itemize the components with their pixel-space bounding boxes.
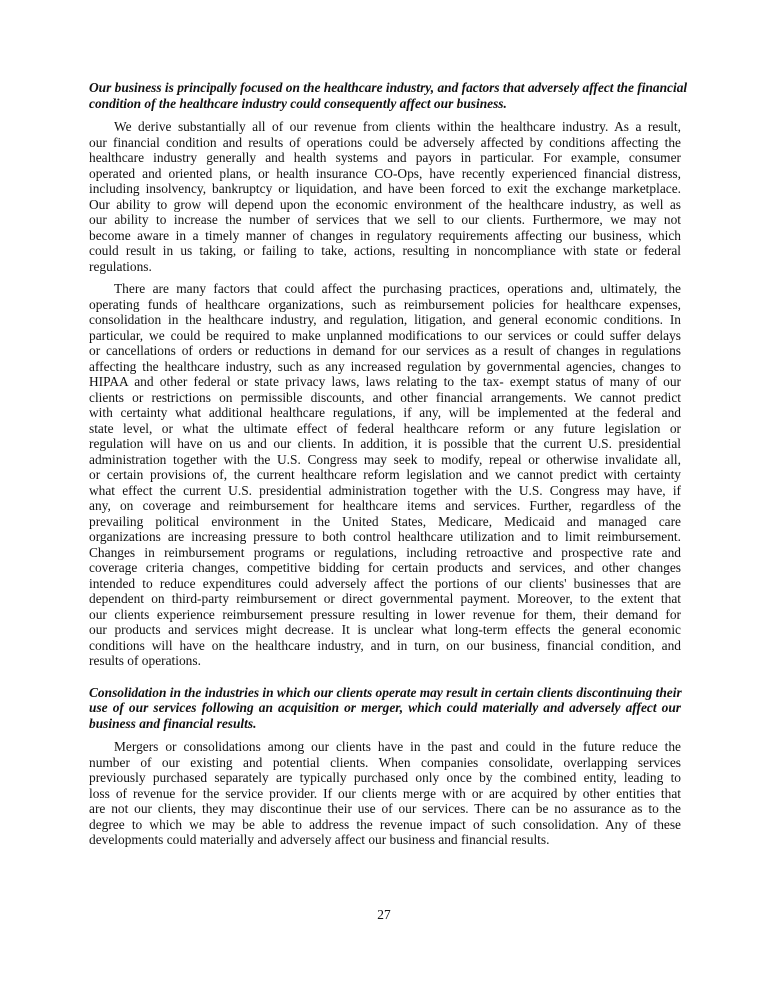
paragraph-line: Our ability to grow will depend upon the economic environment of the healthcare industry, as well as [89,196,681,212]
paragraph-line: particular, we could be required to make unplanned modifications to our services or could suffer delays [89,327,681,343]
paragraph-line: results of operations. [89,653,201,668]
paragraph-line: are not our clients, they may discontinue their use of our services. There can be no assurance as to the [89,801,681,816]
body-paragraph [89,281,681,669]
paragraph-line: organizations are increasing pressure to both control healthcare utilization and to limit reimbursement. [89,529,681,544]
paragraph-line: our products and services might decrease. It is unclear what long-term effects the general economic [89,622,681,637]
paragraph-line: or cancellations of orders or reductions in demand for our services as a result of changes in regulations [89,343,681,358]
paragraph-line: coverage criteria changes, competitive bidding for certain products and services, and other changes [89,560,681,575]
paragraph-line: with certainty what additional healthcare regulations, if any, will be implemented at the federal and [89,405,681,420]
body-paragraph [89,739,681,848]
heading-line: business and financial results. [89,715,257,731]
paragraph-line: our financial condition and results of operations could be adversely affected by conditions affecting the [89,134,681,150]
paragraph-line: or certain provisions of, the current healthcare reform legislation and we cannot predict with certainty [89,467,681,482]
paragraph-line: our clients experience reimbursement pressure resulting in lower revenue for them, their demand for [89,606,681,622]
paragraph-line: prevailing political environment in the United States, Medicare, Medicaid and managed care [89,513,681,529]
paragraph-line: Changes in reimbursement programs or regulations, including retroactive and prospective rate and [89,544,681,560]
paragraph-line: what effect the current U.S. presidential administration together with the U.S. Congress may have, if [89,482,681,498]
paragraph-line: We derive substantially all of our revenue from clients within the healthcare industry. As a result, [114,119,681,134]
paragraph-line: clients or restrictions on permissible discounts, and other financial arrangements. We cannot predict [89,389,681,405]
body-paragraph [89,119,681,274]
section-heading [89,685,681,732]
paragraph-line: number of our existing and potential clients. When companies consolidate, overlapping services [89,754,681,770]
heading-line: use of our services following an acquisition or merger, which could materially and adversely affect our [89,700,681,715]
paragraph-line: become aware in a timely manner of changes in regulatory requirements affecting our business, which [89,227,681,243]
paragraph-line: developments could materially and adversely affect our business and financial results. [89,832,550,847]
paragraph-line: conditions will have on the healthcare industry, and in turn, on our business, financial condition, and [89,637,681,653]
paragraph-line: There are many factors that could affect the purchasing practices, operations and, ultimately, the [114,281,681,296]
paragraph-line: healthcare industry generally and health systems and payors in particular. For example, consumer [89,150,681,165]
paragraph-line: regulations. [89,258,152,274]
paragraph-line: operated and oriented plans, or health insurance CO-Ops, have recently experienced financial distress, [89,165,681,181]
section-heading [89,80,688,111]
paragraph-line: HIPAA and other federal or state privacy laws, laws relating to the tax- exempt status of many of our [89,374,681,389]
paragraph-line: dependent on third-party reimbursement or direct governmental payment. Moreover, to the extent that [89,591,681,606]
paragraph-line: state level, or what the ultimate effect of federal healthcare reform or any future legislation or [89,420,681,436]
paragraph-line: loss of revenue for the service provider. If our clients merge with or are acquired by other entities that [89,785,681,801]
paragraph-line: operating funds of healthcare organizations, such as reimbursement policies for healthcare expenses, [89,296,681,312]
heading-line: Our business is principally focused on the healthcare industry, and factors that adversely affect the financial [89,80,688,95]
heading-line: Consolidation in the industries in which our clients operate may result in certain clients discontinuing their [89,684,682,700]
paragraph-line: degree to which we may be able to address the revenue impact of such consolidation. Any of these [89,816,681,832]
paragraph-line: consolidation in the healthcare industry, and regulation, litigation, and general economic conditions. In [89,312,681,327]
document-page [89,80,688,855]
paragraph-line: regulation will have on us and our clients. In addition, it is possible that the current U.S. presidential [89,436,681,451]
paragraph-line: administration together with the U.S. Congress may seek to modify, repeal or otherwise invalidate all, [89,451,681,467]
paragraph-line: Mergers or consolidations among our clients have in the past and could in the future reduce the [114,739,681,754]
page-number: 27 [377,907,391,922]
paragraph-line: affecting the healthcare industry, such as any increased regulation by governmental agencies, changes to [89,358,681,374]
heading-line: condition of the healthcare industry could consequently affect our business. [89,95,507,111]
paragraph-line: intended to reduce expenditures could adversely affect the portions of our clients' businesses that are [89,575,681,591]
paragraph-line: any, on coverage and reimbursement for healthcare items and services. Further, regardless of the [89,498,681,513]
paragraph-line: previously purchased separately are typically purchased only once by the combined entity, leading to [89,770,681,785]
paragraph-line: our ability to increase the number of services that we sell to our clients. Furthermore, we may not [89,212,681,227]
paragraph-line: including insolvency, bankruptcy or liquidation, and have been forced to exit the exchange marketplace. [89,181,681,196]
paragraph-line: could result in us taking, or failing to take, actions, resulting in noncompliance with state or federal [89,243,681,258]
